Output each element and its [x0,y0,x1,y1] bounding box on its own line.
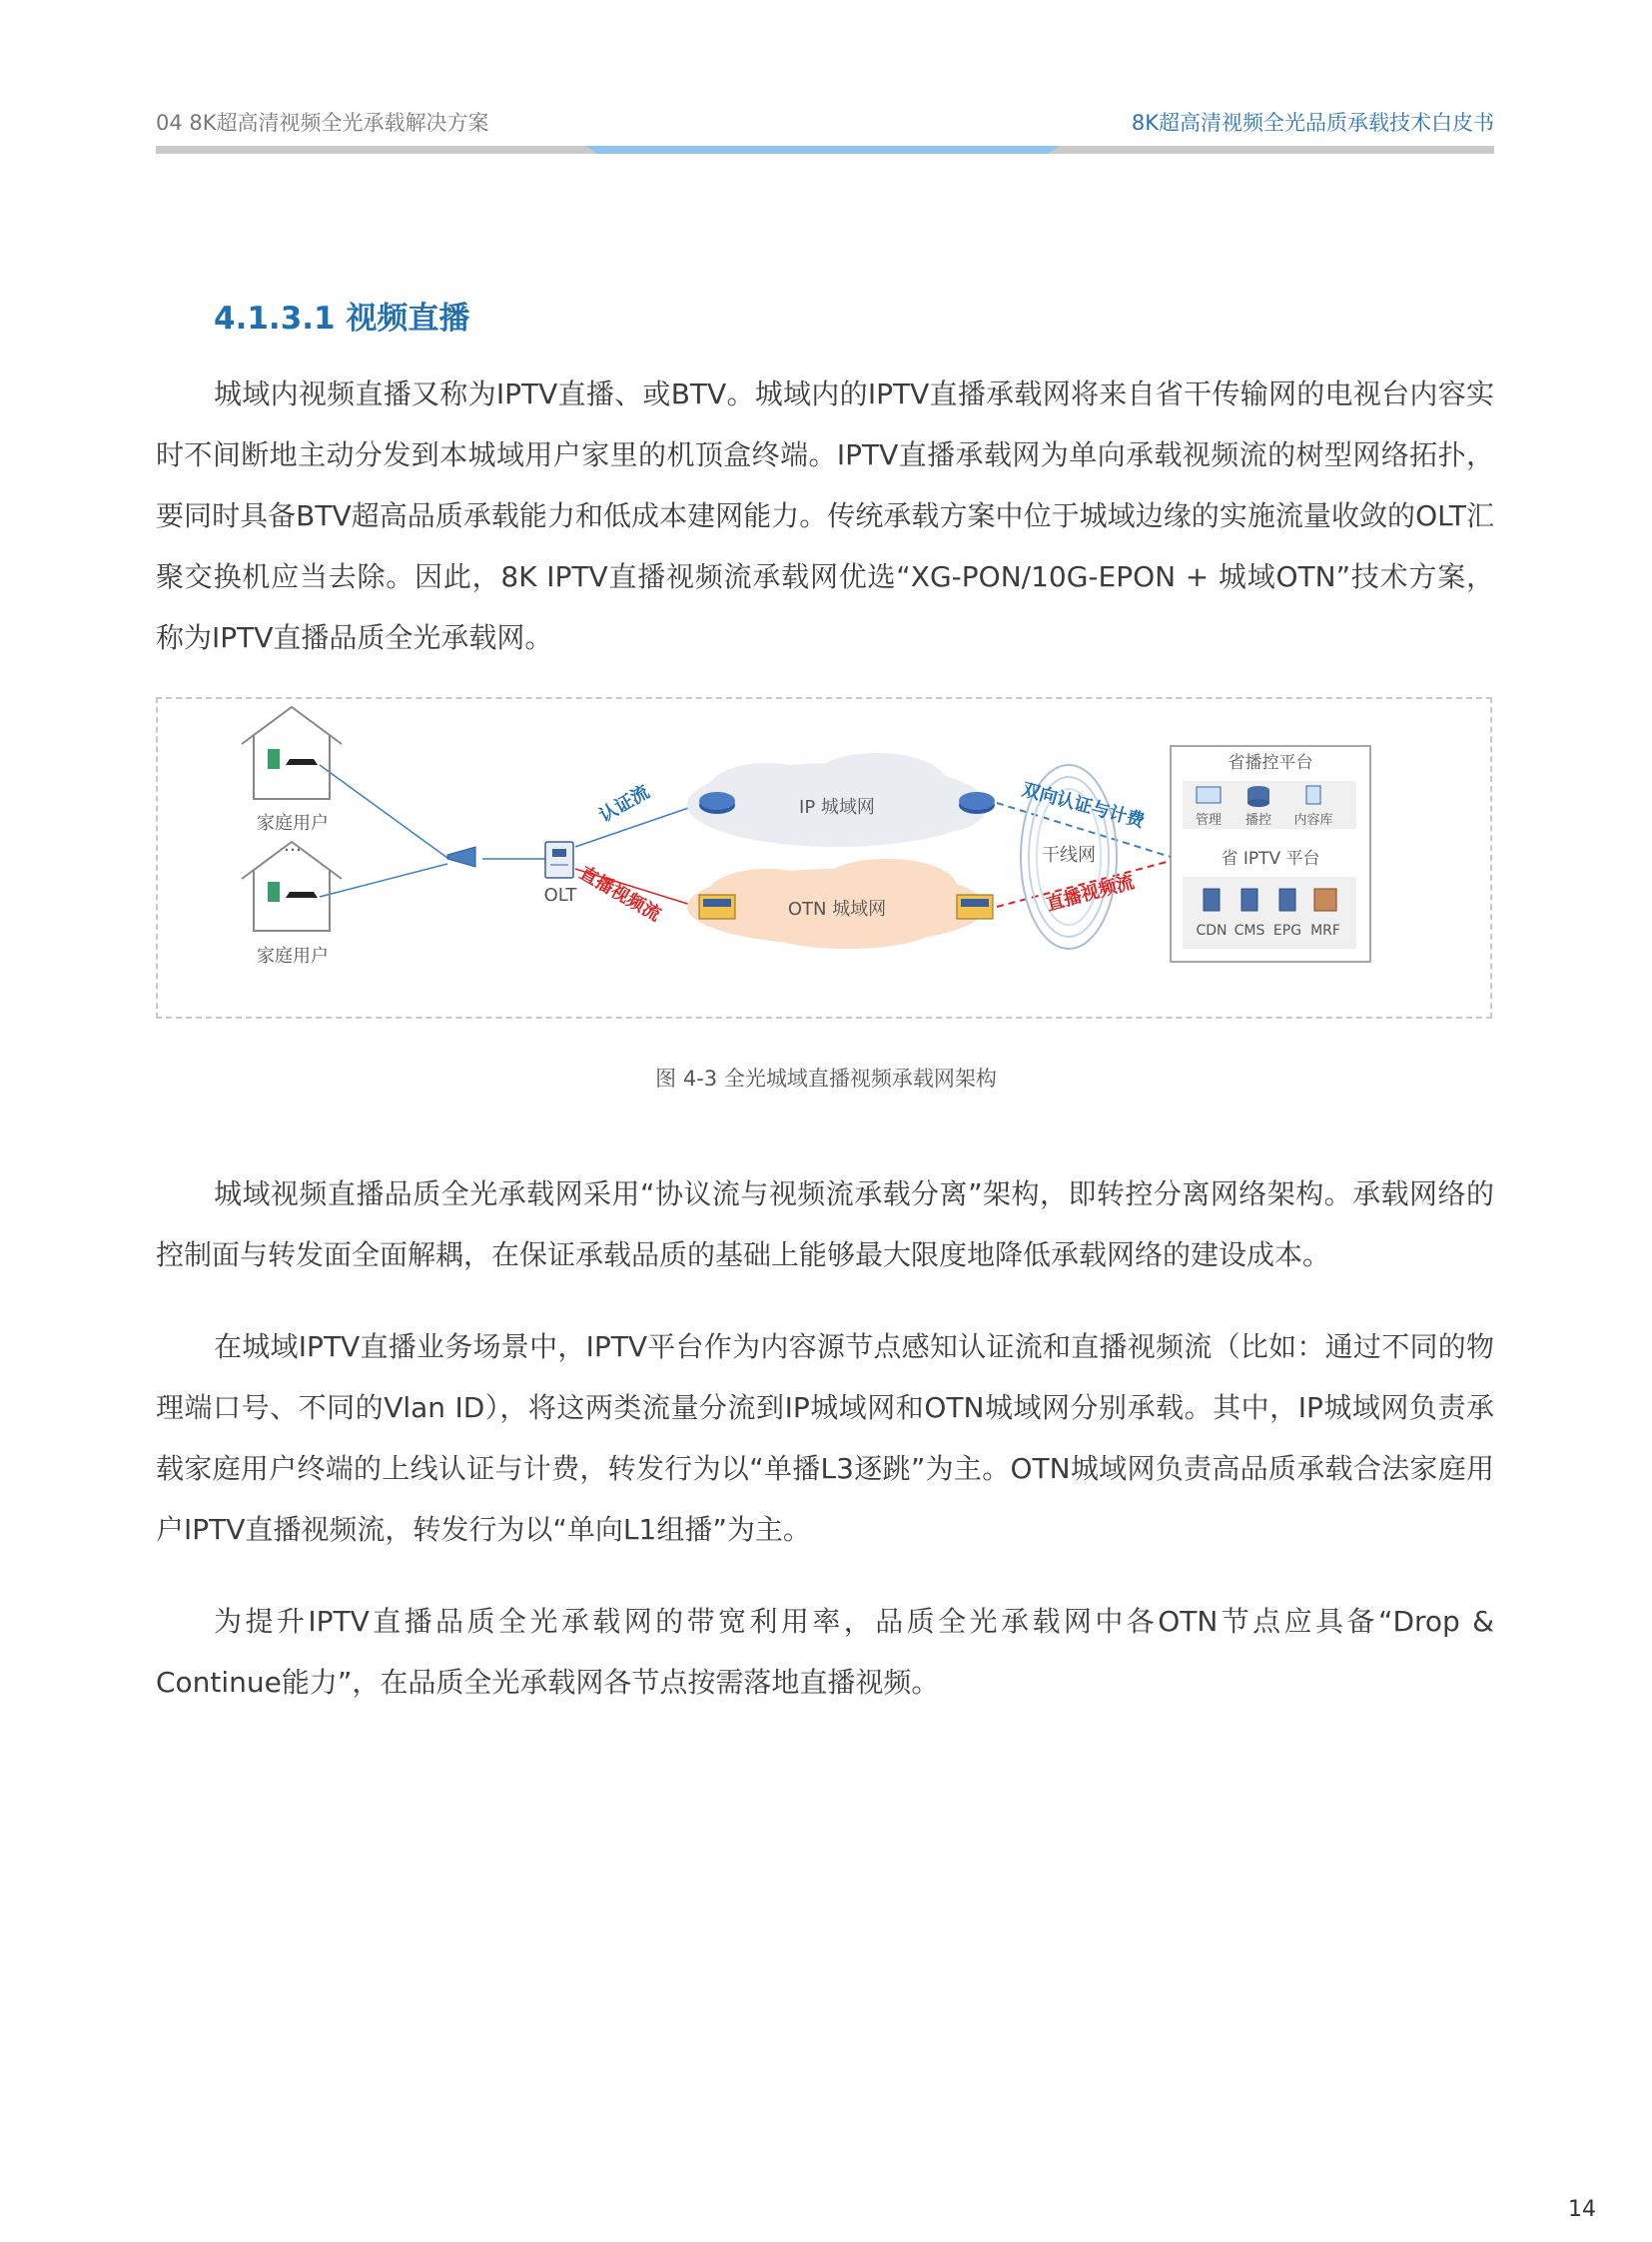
prov-iptv-label: 省 IPTV 平台 [1221,849,1320,869]
cdn-server-icon [1204,889,1220,911]
ip-metro-label: IP 城域网 [799,797,875,818]
content-lib-icon [1306,786,1320,804]
paragraph-3: 在城域IPTV直播业务场景中，IPTV平台作为内容源节点感知认证流和直播视频流（比如：通过不同的物理端口号、不同的Vlan ID），将这两类流量分流到IP城域网和OTN城域网分别承载。其中，IP城域网负责承载家庭用户终端的上线认证与计费，转发行为以“单播L3逐跳”为主。OTN城域网负责高品质承载合法家庭用户IPTV直播视频流，转发行为以“单向L1组播”为主。 [156,1330,1494,1546]
olt-label: OLT [543,885,577,906]
mgmt-icon [1197,787,1221,803]
mrf-label: MRF [1310,923,1340,939]
prov-control-label: 省播控平台 [1228,753,1313,773]
otn-switch-icon-left [699,895,735,919]
router-icon-right [959,792,995,814]
olt-device-icon [545,842,573,878]
epg-server-icon [1279,889,1295,911]
architecture-diagram [158,699,1490,1017]
paragraph-1: 城域内视频直播又称为IPTV直播、或BTV。城域内的IPTV直播承载网将来自省干传输网的电视台内容实时不间断地主动分发到本城域用户家里的机顶盒终端。IPTV直播承载网为单向承载视频流的树型网络拓扑，要同时具备BTV超高品质承载能力和低成本建网能力。传统承载方案中位于城域边缘的实施流量收敛的OLT汇聚交换机应当去除。因此，8K IPTV直播视频流承载网优选“XG-PON/10G-EPON + 城域OTN”技术方案，称为IPTV直播品质全光承载网。 [156,377,1494,654]
epg-label: EPG [1272,923,1302,939]
backbone-label: 干线网 [1042,845,1096,866]
page-number: 14 [1568,2197,1596,2222]
header-rule [156,144,1494,158]
mrf-server-icon [1314,889,1336,911]
auth-flow-label: 认证流 [595,781,653,827]
cms-label: CMS [1234,923,1265,939]
otn-switch-icon-right [957,895,993,919]
bidirectional-auth-label: 双向认证与计费 [1019,779,1147,833]
figure-caption: 图 4-3 全光城域直播视频承载网架构 [655,1067,997,1091]
figure-frame [156,697,1492,1019]
home-user-label-2: 家庭用户 [257,946,329,967]
home-icon-1 [242,707,342,799]
paragraph-4: 为提升IPTV直播品质全光承载网的带宽利用率，品质全光承载网中各OTN节点应具备“Drop & Continue能力”，在品质全光承载网各节点按需落地直播视频。 [156,1605,1494,1699]
live-flow-label-left: 直播视频流 [575,862,664,926]
router-icon-left [699,792,735,814]
home-user-label-1: 家庭用户 [257,813,329,834]
content-lib-label: 内容库 [1293,813,1333,828]
cdn-label: CDN [1196,923,1228,939]
mgmt-label: 管理 [1195,813,1223,828]
ellipsis-label: … [284,835,302,856]
section-title: 4.1.3.1 视频直播 [214,301,470,337]
paragraph-2: 城域视频直播品质全光承载网采用“协议流与视频流承载分离”架构，即转控分离网络架构。承载网络的控制面与转发面全面解耦，在保证承载品质的基础上能够最大限度地降低承载网络的建设成本。 [156,1177,1494,1271]
control-db-icon [1247,786,1269,807]
header-left-title: 04 8K超高清视频全光承载解决方案 [156,111,489,135]
splitter-icon [447,847,475,867]
header-right-title: 8K超高清视频全光品质承载技术白皮书 [1131,111,1494,135]
live-flow-label-right: 直播视频流 [1044,871,1137,916]
control-label: 播控 [1244,813,1272,828]
cms-server-icon [1241,889,1257,911]
otn-metro-label: OTN 城域网 [787,899,887,920]
